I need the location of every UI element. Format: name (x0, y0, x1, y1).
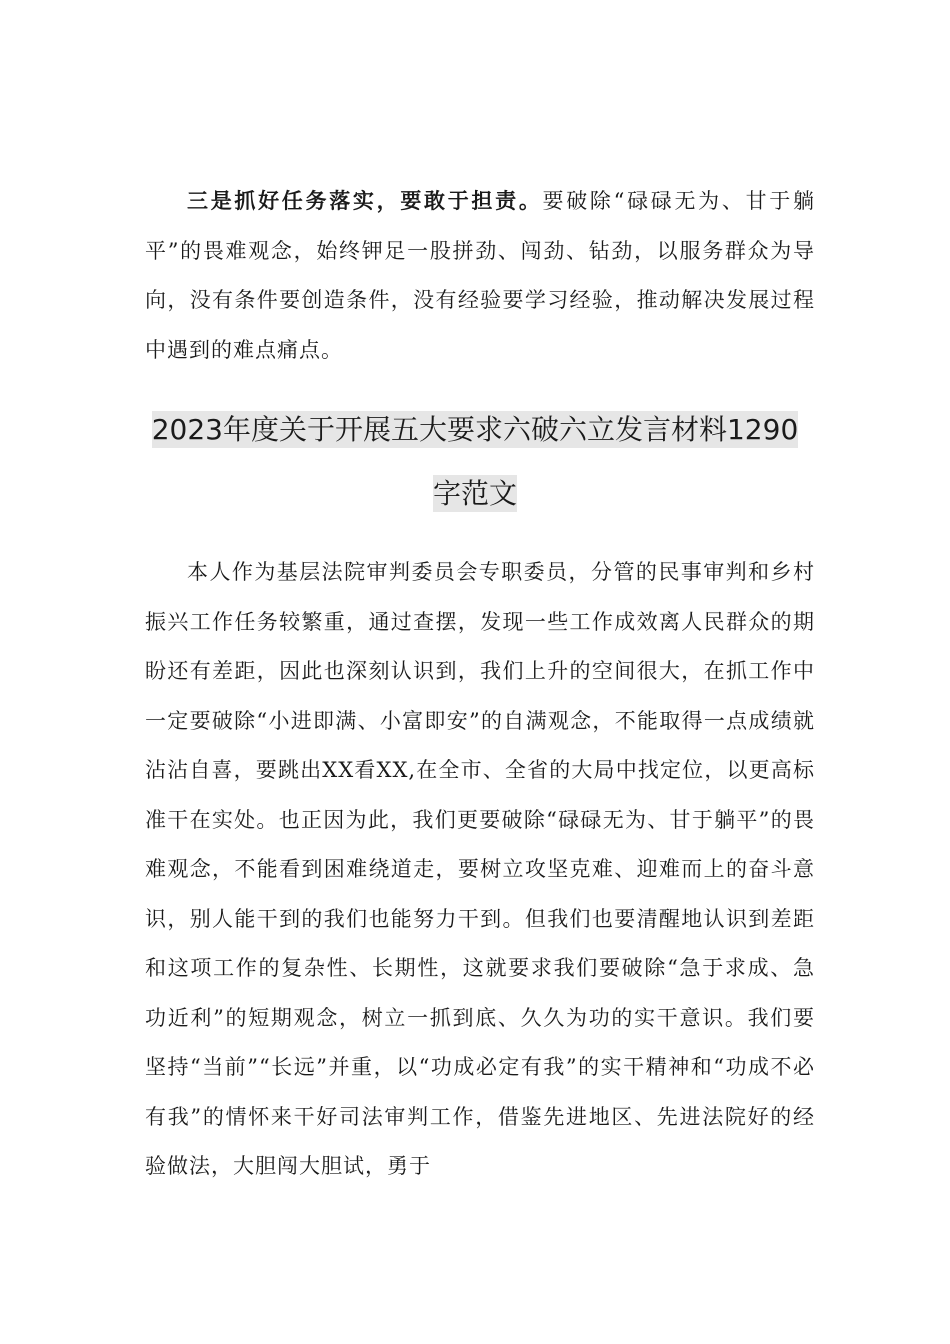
paragraph-lead-bold: 三是抓好任务落实，要敢于担责。 (187, 188, 543, 213)
paragraph-task-implementation (145, 176, 815, 375)
title-line-1: 2023年度关于开展五大要求六破六立发言材料1290 (151, 413, 799, 446)
title-line-2: 字范文 (432, 477, 517, 510)
paragraph-body: 要破除“碌碌无为、甘于躺平”的畏难观念，始终钾足一股拼劲、闯劲、钻劲，以服务群众为导向，没有条件要创造条件，没有经验要学习经验，推动解决发展过程中遇到的难点痛点。 (145, 189, 815, 362)
document-title (120, 398, 830, 526)
paragraph-main-body: 本人作为基层法院审判委员会专职委员，分管的民事审判和乡村振兴工作任务较繁重，通过查摆，发现一些工作成效离人民群众的期盼还有差距，因此也深刻认识到，我们上升的空间很大，在抓工作中一定要破除“小进即满、小富即安”的自满观念，不能取得一点成绩就沾沾自喜，要跳出XX看XX,在全市、全省的大局中找定位，以更高标准干在实处。也正因为此，我们更要破除“碌碌无为、甘于躺平”的畏难观念，不能看到困难绕道走，要树立攻坚克难、迎难而上的奋斗意识，别人能干到的我们也能努力干到。但我们也要清醒地认识到差距和这项工作的复杂性、长期性，这就要求我们要破除“急于求成、急功近利”的短期观念，树立一抓到底、久久为功的实干意识。我们要坚持“当前”“长远”并重，以“功成必定有我”的实干精神和“功成不必有我”的情怀来干好司法审判工作，借鉴先进地区、先进法院好的经验做法，大胆闯大胆试，勇于 (145, 560, 815, 1178)
